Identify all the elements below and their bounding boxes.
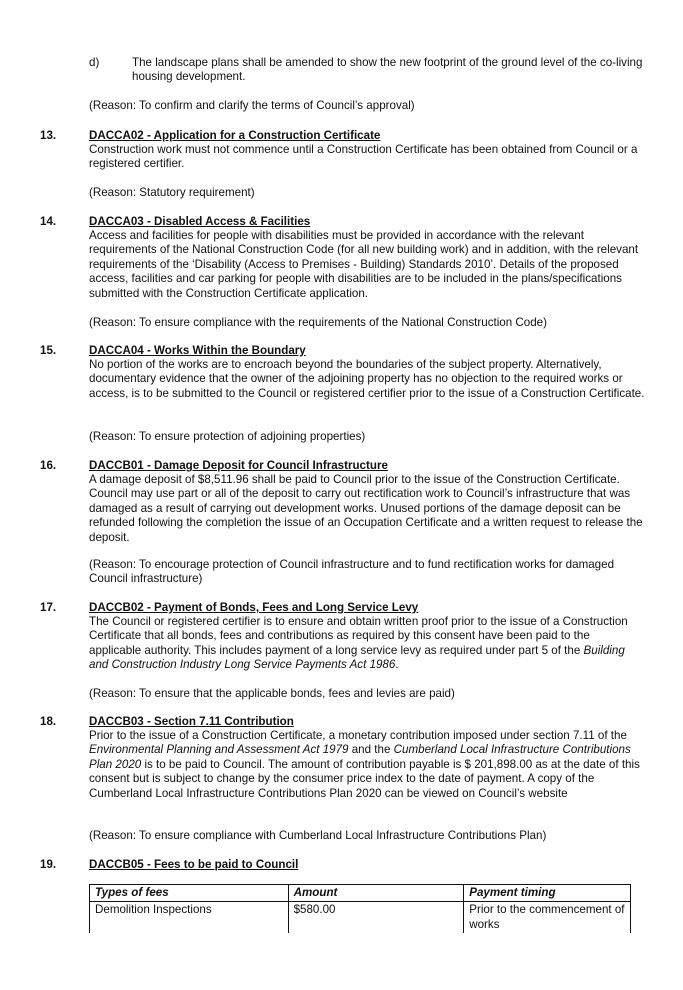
body-text: Prior to the issue of a Construction Certificate, a monetary contribution imposed under section 7.11 of the (89, 729, 627, 742)
condition-title: DACCA02 - Application for a Construction Certificate (89, 129, 381, 142)
sub-item-d (89, 56, 649, 85)
table-row (90, 902, 631, 933)
reason-text: (Reason: To ensure that the applicable bonds, fees and levies are paid) (89, 687, 455, 700)
sub-item-letter: d) (89, 56, 100, 69)
condition-title: DACCA04 - Works Within the Boundary (89, 344, 306, 357)
sub-item-text: The landscape plans shall be amended to show the new footprint of the ground level of the co-living housing development. (132, 56, 643, 84)
plan-title: Cumberland Local Infrastructure Contributions Plan 2020 (89, 743, 631, 771)
condition-body (89, 615, 645, 673)
fees-table (89, 884, 631, 933)
reason-text: (Reason: Statutory requirement) (89, 186, 255, 199)
condition-number: 14. (40, 215, 57, 228)
condition-body (89, 729, 645, 801)
act-title: Environmental Planning and Assessment Act 1979 (89, 743, 349, 757)
condition-body: A damage deposit of $8,511.96 shall be paid to Council prior to the issue of the Construction Certificate. Council may use part or all of the deposit to carry out rectification work to Council’s infrastructure that was damaged as a result of carrying out development works. Unused portions of the damage deposit can be refunded following the completion the issue of an Occupation Certificate and a written request to release the deposit. (89, 473, 643, 544)
condition-title: DACCB01 - Damage Deposit for Council Infrastructure (89, 459, 388, 472)
condition-title: DACCB02 - Payment of Bonds, Fees and Long Service Levy (89, 601, 419, 614)
reason-text: (Reason: To ensure protection of adjoining properties) (89, 430, 366, 443)
condition-title: DACCA03 - Disabled Access & Facilities (89, 215, 311, 228)
body-text: The Council or registered certifier is to ensure and obtain written proof prior to the issue of a Construction Certificate that all bonds, fees and contributions as required by this consent have been paid to the applicable authority. This includes payment of a long service levy as required under part 5 of the (89, 615, 628, 657)
body-text: is to be paid to Council. The amount of contribution payable is $ 201,898.00 as at the date of this consent but is subject to change by the consumer price index to the date of payment. A copy of the Cumberland Local Infrastructure Contributions Plan 2020 can be viewed on Council’s website (89, 757, 640, 800)
reason-text: (Reason: To encourage protection of Council infrastructure and to fund rectification works for damaged Council infrastructure) (89, 558, 615, 586)
body-text: and the (348, 743, 394, 757)
column-header: Payment timing (464, 885, 631, 902)
table-header-row (90, 885, 631, 902)
column-header: Amount (288, 885, 464, 902)
condition-body: Construction work must not commence until a Construction Certificate has been obtained from Council or a registered certifier. (89, 143, 638, 171)
table-cell: $580.00 (288, 902, 464, 933)
condition-body: Access and facilities for people with disabilities must be provided in accordance with the relevant requirements of the National Construction Code (for all new building work) and in addition, with the relevant requirements of the ‘Disability (Access to Premises - Building) Standards 2010’. Details of the proposed access, facilities and car parking for people with disabilities are to be included in the plans/specifications submitted with the Construction Certificate application. (89, 229, 639, 300)
table-cell: Prior to the commencement of works (464, 902, 631, 933)
condition-title: DACCB05 - Fees to be paid to Council (89, 858, 299, 871)
condition-number: 15. (40, 344, 57, 357)
condition-number: 19. (40, 858, 57, 871)
condition-number: 17. (40, 601, 57, 614)
column-header: Types of fees (90, 885, 289, 902)
reason-text: (Reason: To confirm and clarify the terms of Council’s approval) (89, 99, 415, 112)
condition-number: 18. (40, 715, 57, 728)
condition-title: DACCB03 - Section 7.11 Contribution (89, 715, 294, 728)
table-cell: Demolition Inspections (90, 902, 289, 933)
reason-text: (Reason: To ensure compliance with Cumberland Local Infrastructure Contributions Plan) (89, 829, 547, 842)
reason-text: (Reason: To ensure compliance with the requirements of the National Construction Code) (89, 316, 547, 329)
condition-body: No portion of the works are to encroach beyond the boundaries of the subject property. Alternatively, documentary evidence that the owner of the adjoining property has no objection to the required works or access, is to be submitted to the Council or registered certifier prior to the issue of a Construction Certificate. (89, 358, 645, 400)
body-text: . (395, 658, 399, 672)
condition-number: 16. (40, 459, 57, 472)
condition-number: 13. (40, 129, 57, 142)
act-title: Building and Construction Industry Long Service Payments Act 1986 (89, 643, 625, 672)
